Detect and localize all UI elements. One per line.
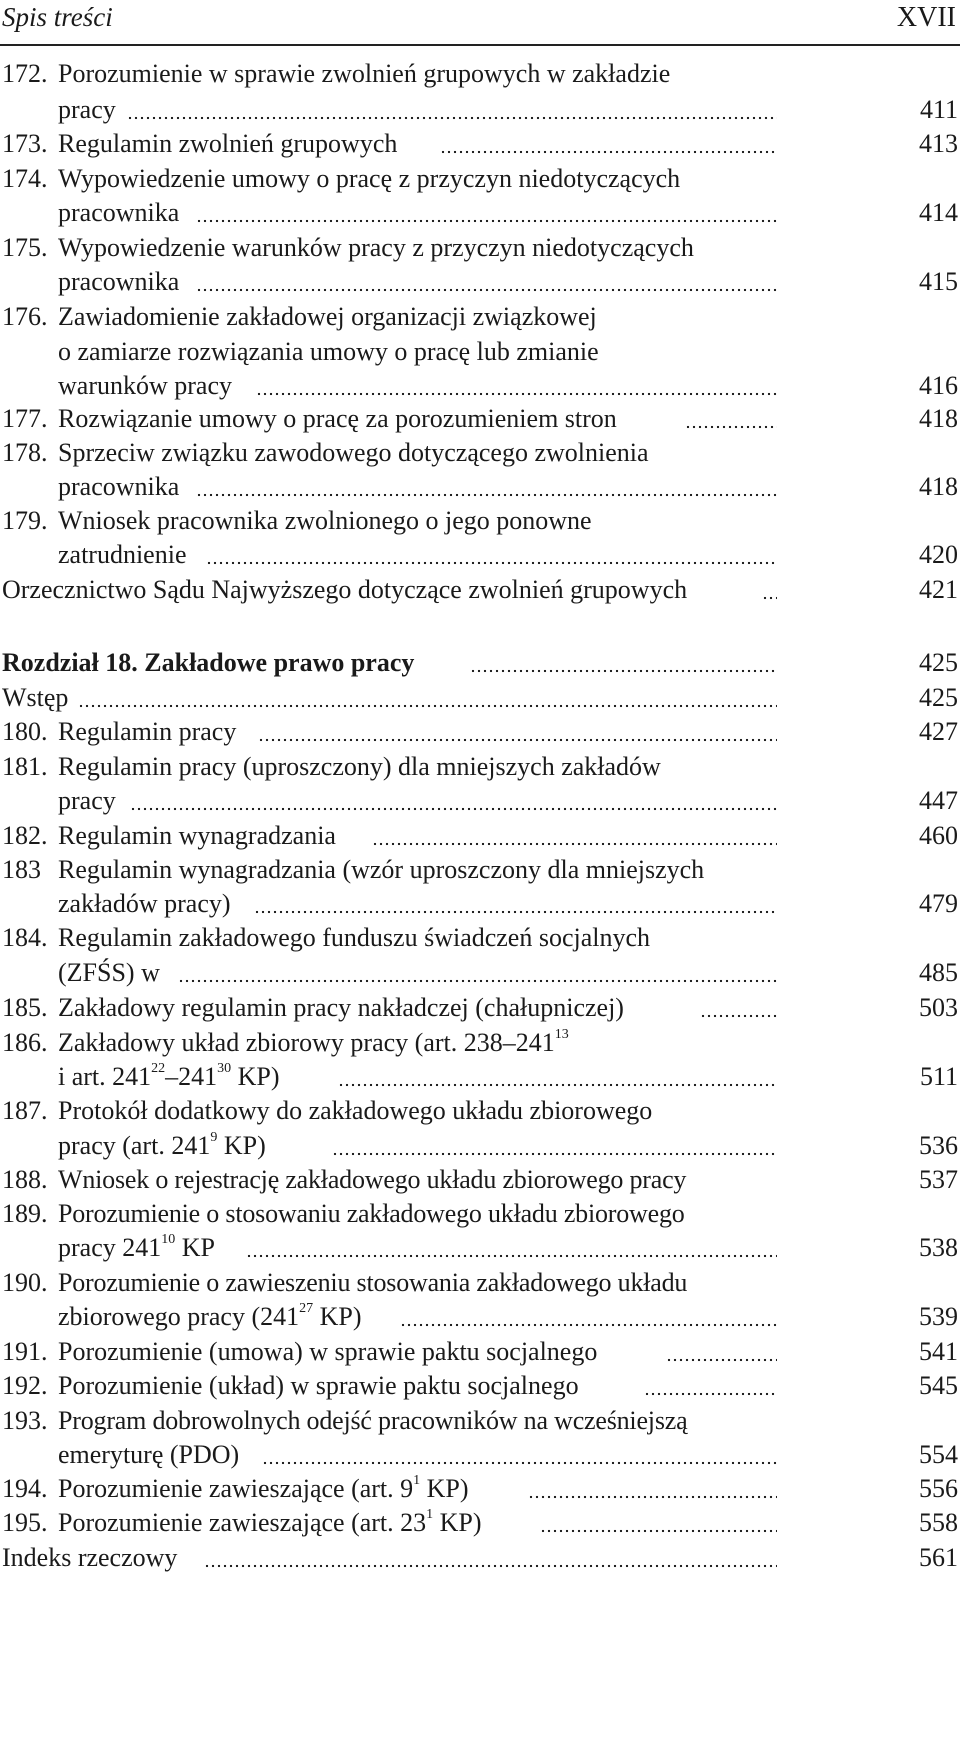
page-number: 418 — [919, 472, 958, 501]
leader-dots — [666, 1358, 777, 1362]
entry-title: Porozumienie (układ) w sprawie paktu socjalnego — [58, 1371, 579, 1400]
toc-entry — [0, 1093, 960, 1129]
page-number: 416 — [919, 371, 958, 400]
entry-number: 174. — [2, 164, 48, 193]
leader-dots — [262, 1461, 777, 1465]
entry-title: Program dobrowolnych odejść pracowników na wcześniejszą — [58, 1406, 688, 1435]
page-number: 485 — [919, 958, 958, 987]
entry-title: (ZFŚS) w — [58, 958, 160, 987]
page-number: 561 — [919, 1543, 958, 1572]
entry-title: Regulamin pracy (uproszczony) dla mniejszych zakładów — [58, 752, 661, 781]
page-number: 503 — [919, 993, 958, 1022]
page-number: 447 — [919, 786, 958, 815]
page-number: 539 — [919, 1302, 958, 1331]
leader-dots — [332, 1152, 777, 1156]
entry-number: 180. — [2, 717, 48, 746]
page-number: 415 — [919, 267, 958, 296]
entry-title: Porozumienie o stosowaniu zakładowego układu zbiorowego — [58, 1199, 685, 1228]
page-number: 427 — [919, 717, 958, 746]
entry-number: 183 — [2, 855, 41, 884]
entry-number: 172. — [2, 59, 48, 88]
toc-entry — [0, 1471, 960, 1507]
page-number: 420 — [919, 540, 958, 569]
leader-dots — [338, 1083, 777, 1087]
leader-dots — [440, 150, 777, 154]
entry-title: pracownika — [58, 198, 180, 227]
page-number: 414 — [919, 198, 958, 227]
entry-title: pracy — [58, 95, 116, 124]
entry-title: warunków pracy — [58, 371, 232, 400]
toc-entry-continuation — [0, 469, 960, 505]
entry-number: 185. — [2, 993, 48, 1022]
leader-dots — [178, 979, 777, 983]
entry-title: Porozumienie o zawieszeniu stosowania zakładowego układu — [58, 1268, 688, 1297]
toc-entry-continuation — [0, 1437, 960, 1473]
entry-number: 190. — [2, 1268, 48, 1297]
leader-dots — [400, 1323, 777, 1327]
toc-entry — [0, 1265, 960, 1301]
leader-dots — [540, 1529, 777, 1533]
page-number: 425 — [919, 683, 958, 712]
entry-title: Wypowiedzenie warunków pracy z przyczyn niedotyczących — [58, 233, 694, 262]
toc-entry-continuation — [0, 783, 960, 819]
entry-title: pracy (art. $241^9$ KP) — [58, 1130, 266, 1160]
toc-entry — [0, 572, 960, 608]
leader-dots — [700, 1014, 777, 1018]
toc-entry — [0, 749, 960, 785]
entry-title: pracy $241^{10}$ KP — [58, 1232, 215, 1262]
leader-dots — [127, 116, 777, 120]
toc-entry — [0, 161, 960, 197]
entry-number: 188. — [2, 1165, 48, 1194]
page-number: 558 — [919, 1508, 958, 1537]
entry-number: 186. — [2, 1028, 48, 1057]
entry-title: zatrudnienie — [58, 540, 187, 569]
entry-title: Zawiadomienie zakładowej organizacji związkowej — [58, 302, 597, 331]
leader-dots — [644, 1392, 777, 1396]
entry-number: 175. — [2, 233, 48, 262]
toc-entry-continuation — [0, 1299, 960, 1335]
entry-title: emeryturę (PDO) — [58, 1440, 240, 1469]
entry-number: 178. — [2, 438, 48, 467]
toc-entry — [0, 680, 960, 716]
leader-dots — [196, 288, 777, 292]
entry-title: zakładów pracy) — [58, 889, 231, 918]
leader-dots — [130, 807, 777, 811]
toc-entry — [0, 1540, 960, 1576]
entry-number: 184. — [2, 923, 48, 952]
page-number: 545 — [919, 1371, 958, 1400]
leader-dots — [685, 425, 777, 429]
entry-number: 181. — [2, 752, 48, 781]
page-number: 536 — [919, 1131, 958, 1160]
page-number: 554 — [919, 1440, 958, 1469]
entry-number: 179. — [2, 506, 48, 535]
entry-title: pracownika — [58, 267, 180, 296]
entry-title: pracownika — [58, 472, 180, 501]
entry-number: 182. — [2, 821, 48, 850]
page-number: 460 — [919, 821, 958, 850]
entry-number: 195. — [2, 1508, 48, 1537]
entry-title: Wypowiedzenie umowy o pracę z przyczyn niedotyczących — [58, 164, 681, 193]
entry-number: 192. — [2, 1371, 48, 1400]
superscript: 30 — [217, 1061, 232, 1077]
entry-number: 189. — [2, 1199, 48, 1228]
leader-dots — [246, 1254, 777, 1258]
toc-entry — [0, 920, 960, 956]
leader-dots — [372, 842, 777, 846]
entry-title: Protokół dodatkowy do zakładowego układu zbiorowego — [58, 1096, 653, 1125]
entry-title: Sprzeciw związku zawodowego dotyczącego zwolnienia — [58, 438, 649, 467]
leader-dots — [470, 669, 777, 673]
superscript: 22 — [151, 1061, 166, 1077]
toc-entry — [0, 230, 960, 266]
entry-number: 177. — [2, 404, 48, 433]
entry-title: o zamiarze rozwiązania umowy o pracę lub zmianie — [58, 337, 599, 366]
leader-dots — [204, 1564, 777, 1568]
leader-dots — [196, 493, 777, 497]
entry-title: Wniosek pracownika zwolnionego o jego ponowne — [58, 506, 592, 535]
entry-title: Regulamin wynagradzania (wzór uproszczony dla mniejszych — [58, 855, 705, 884]
entry-title: pracy — [58, 786, 116, 815]
entry-title: Porozumienie (umowa) w sprawie paktu socjalnego — [58, 1337, 598, 1366]
page-number: 479 — [919, 889, 958, 918]
page-number: 418 — [919, 404, 958, 433]
leader-dots — [254, 910, 777, 914]
toc-entry — [0, 990, 960, 1026]
leader-dots — [258, 738, 777, 742]
entry-title: Wstęp — [2, 683, 69, 712]
entry-title: Zakładowy regulamin pracy nakładczej (chałupniczej) — [58, 993, 624, 1022]
superscript: 27 — [299, 1301, 314, 1317]
toc-entry — [0, 1334, 960, 1370]
leader-dots — [762, 596, 777, 600]
toc-entry — [0, 1403, 960, 1439]
toc-entry — [0, 1505, 960, 1541]
page-number: 411 — [919, 95, 958, 124]
entry-number: 187. — [2, 1096, 48, 1125]
roman-page-number: XVII — [896, 2, 956, 33]
toc-entry-continuation — [0, 195, 960, 231]
toc-entry-continuation — [0, 1230, 960, 1266]
toc-entry — [0, 56, 960, 92]
toc-entry — [0, 435, 960, 471]
page-number: 538 — [919, 1233, 958, 1262]
entry-title: zbiorowego pracy ($241^{27}$ KP) — [58, 1301, 362, 1331]
leader-dots — [78, 704, 777, 708]
entry-title: Wniosek o rejestrację zakładowego układu zbiorowego pracy — [58, 1165, 687, 1194]
superscript: 10 — [161, 1232, 176, 1248]
leader-dots — [206, 561, 777, 565]
leader-dots — [196, 219, 777, 223]
toc-entry — [0, 852, 960, 888]
leader-dots — [528, 1495, 777, 1499]
entry-number: 194. — [2, 1474, 48, 1503]
toc-entry — [0, 126, 960, 162]
toc-entry — [0, 1368, 960, 1404]
entry-title: Orzecznictwo Sądu Najwyższego dotyczące zwolnień grupowych — [2, 575, 688, 604]
toc-entry — [0, 503, 960, 539]
chapter-title: Rozdział 18. Zakładowe prawo pracy — [2, 648, 415, 677]
entry-title: Regulamin pracy — [58, 717, 237, 746]
toc-entry-continuation — [0, 886, 960, 922]
page-number: 511 — [919, 1062, 958, 1091]
page-number: 425 — [919, 648, 958, 677]
leader-dots — [256, 392, 777, 396]
toc-entry-continuation — [0, 1059, 960, 1095]
toc-entry — [0, 299, 960, 335]
entry-title: Zakładowy układ zbiorowy pracy (art. $238-241^{13}$ — [58, 1027, 569, 1057]
toc-entry-continuation — [0, 368, 960, 404]
toc-entry-continuation — [0, 537, 960, 573]
toc-entry — [0, 714, 960, 750]
entry-title: i art. $241^{22}-241^{30}$ KP) — [58, 1061, 280, 1091]
entry-title: Porozumienie w sprawie zwolnień grupowych w zakładzie — [58, 59, 671, 88]
page-number: 413 — [919, 129, 958, 158]
toc-entry — [0, 1162, 960, 1198]
entry-number: 173. — [2, 129, 48, 158]
page-number: 421 — [919, 575, 958, 604]
chapter-heading — [0, 645, 960, 681]
entry-number: 191. — [2, 1337, 48, 1366]
toc-entry-continuation — [0, 955, 960, 991]
entry-title: Porozumienie zawieszające (art. $9^1$ KP) — [58, 1473, 469, 1503]
toc-entry — [0, 401, 960, 437]
superscript: 1 — [426, 1507, 434, 1523]
entry-title: Regulamin zwolnień grupowych — [58, 129, 398, 158]
entry-title: Rozwiązanie umowy o pracę za porozumieniem stron — [58, 404, 617, 433]
entry-title: Regulamin wynagradzania — [58, 821, 336, 850]
superscript: 9 — [210, 1130, 218, 1146]
page-number: 537 — [919, 1165, 958, 1194]
page-number: 556 — [919, 1474, 958, 1503]
entry-title: Porozumienie zawieszające (art. $23^1$ KP) — [58, 1507, 482, 1537]
page-number: 541 — [919, 1337, 958, 1366]
toc-entry — [0, 818, 960, 854]
toc-entry-continuation — [0, 1128, 960, 1164]
toc-entry — [0, 1025, 960, 1061]
toc-entry-continuation — [0, 92, 960, 128]
toc-entry — [0, 1196, 960, 1232]
toc-entry-continuation — [0, 264, 960, 300]
entry-number: 193. — [2, 1406, 48, 1435]
section-title: Spis treści — [2, 2, 113, 32]
entry-title: Indeks rzeczowy — [2, 1543, 178, 1572]
toc-entry-continuation — [0, 334, 960, 370]
superscript: 1 — [413, 1473, 421, 1489]
superscript: 13 — [554, 1027, 569, 1043]
entry-number: 176. — [2, 302, 48, 331]
entry-title: Regulamin zakładowego funduszu świadczeń socjalnych — [58, 923, 651, 952]
